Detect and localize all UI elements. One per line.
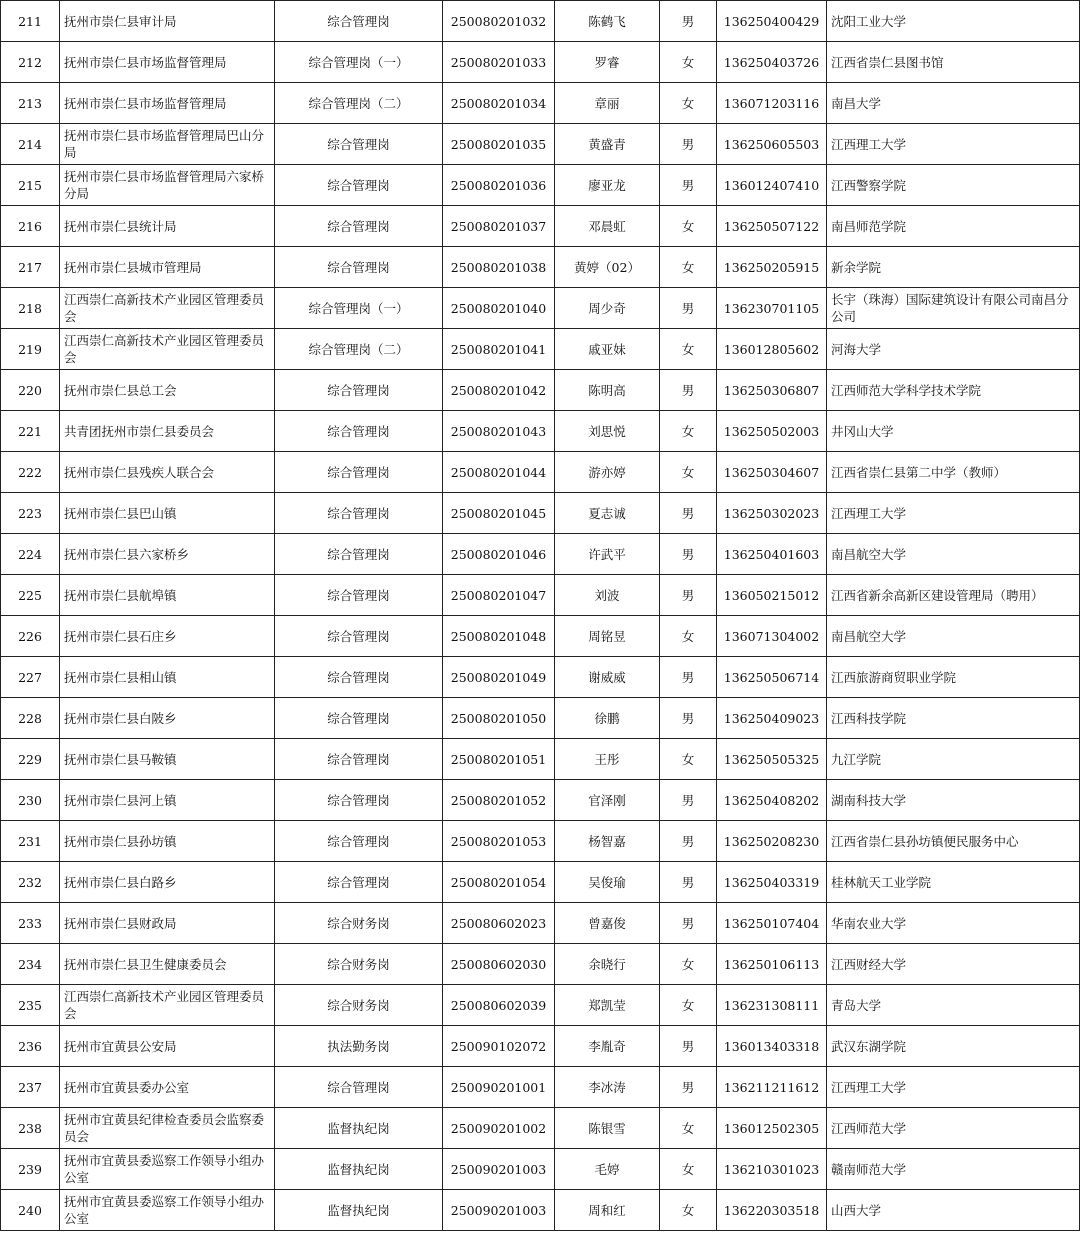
exam-ticket-number-cell: 136012502305 bbox=[717, 1108, 827, 1149]
table-row bbox=[1, 493, 1080, 534]
school-or-employer-cell: 河海大学 bbox=[827, 329, 1080, 370]
row-number-cell: 229 bbox=[1, 739, 60, 780]
row-number-cell: 219 bbox=[1, 329, 60, 370]
candidate-name-cell: 罗睿 bbox=[555, 42, 660, 83]
employer-unit-cell: 抚州市崇仁县市场监督管理局巴山分局 bbox=[60, 124, 275, 165]
exam-ticket-number-cell: 136231308111 bbox=[717, 985, 827, 1026]
table-row bbox=[1, 370, 1080, 411]
position-code-cell: 250080201038 bbox=[443, 247, 555, 288]
table-row bbox=[1, 698, 1080, 739]
candidate-name-cell: 谢威威 bbox=[555, 657, 660, 698]
employer-unit-cell: 抚州市宜黄县委巡察工作领导小组办公室 bbox=[60, 1149, 275, 1190]
exam-ticket-number-cell: 136250507122 bbox=[717, 206, 827, 247]
gender-cell: 女 bbox=[660, 1149, 717, 1190]
employer-unit-cell: 抚州市宜黄县委办公室 bbox=[60, 1067, 275, 1108]
school-or-employer-cell: 江西师范大学 bbox=[827, 1108, 1080, 1149]
employer-unit-cell: 抚州市崇仁县城市管理局 bbox=[60, 247, 275, 288]
candidate-name-cell: 周铭昱 bbox=[555, 616, 660, 657]
employer-unit-cell: 抚州市崇仁县市场监督管理局 bbox=[60, 83, 275, 124]
gender-cell: 男 bbox=[660, 780, 717, 821]
gender-cell: 女 bbox=[660, 944, 717, 985]
position-name-cell: 综合管理岗（一） bbox=[275, 42, 443, 83]
school-or-employer-cell: 江西理工大学 bbox=[827, 493, 1080, 534]
school-or-employer-cell: 江西旅游商贸职业学院 bbox=[827, 657, 1080, 698]
candidate-name-cell: 黄婷（02） bbox=[555, 247, 660, 288]
position-name-cell: 综合管理岗（二） bbox=[275, 329, 443, 370]
school-or-employer-cell: 南昌航空大学 bbox=[827, 616, 1080, 657]
table-row bbox=[1, 329, 1080, 370]
position-name-cell: 综合财务岗 bbox=[275, 903, 443, 944]
candidate-name-cell: 周少奇 bbox=[555, 288, 660, 329]
position-name-cell: 综合管理岗（二） bbox=[275, 83, 443, 124]
row-number-cell: 226 bbox=[1, 616, 60, 657]
gender-cell: 女 bbox=[660, 1190, 717, 1231]
gender-cell: 女 bbox=[660, 83, 717, 124]
row-number-cell: 211 bbox=[1, 1, 60, 42]
gender-cell: 男 bbox=[660, 124, 717, 165]
position-name-cell: 综合管理岗 bbox=[275, 370, 443, 411]
exam-ticket-number-cell: 136250506714 bbox=[717, 657, 827, 698]
candidate-name-cell: 刘波 bbox=[555, 575, 660, 616]
candidate-name-cell: 陈鹤飞 bbox=[555, 1, 660, 42]
employer-unit-cell: 抚州市崇仁县六家桥乡 bbox=[60, 534, 275, 575]
school-or-employer-cell: 江西警察学院 bbox=[827, 165, 1080, 206]
position-name-cell: 综合管理岗 bbox=[275, 657, 443, 698]
row-number-cell: 231 bbox=[1, 821, 60, 862]
school-or-employer-cell: 江西省崇仁县图书馆 bbox=[827, 42, 1080, 83]
school-or-employer-cell: 九江学院 bbox=[827, 739, 1080, 780]
gender-cell: 男 bbox=[660, 575, 717, 616]
employer-unit-cell: 抚州市崇仁县市场监督管理局 bbox=[60, 42, 275, 83]
candidate-name-cell: 廖亚龙 bbox=[555, 165, 660, 206]
position-name-cell: 综合管理岗 bbox=[275, 165, 443, 206]
exam-ticket-number-cell: 136250306807 bbox=[717, 370, 827, 411]
candidate-name-cell: 刘思悦 bbox=[555, 411, 660, 452]
school-or-employer-cell: 江西省新余高新区建设管理局（聘用） bbox=[827, 575, 1080, 616]
school-or-employer-cell: 华南农业大学 bbox=[827, 903, 1080, 944]
row-number-cell: 217 bbox=[1, 247, 60, 288]
gender-cell: 男 bbox=[660, 903, 717, 944]
exam-ticket-number-cell: 136013403318 bbox=[717, 1026, 827, 1067]
table-row bbox=[1, 739, 1080, 780]
school-or-employer-cell: 江西科技学院 bbox=[827, 698, 1080, 739]
employer-unit-cell: 抚州市崇仁县航埠镇 bbox=[60, 575, 275, 616]
position-name-cell: 综合管理岗 bbox=[275, 739, 443, 780]
exam-ticket-number-cell: 136250502003 bbox=[717, 411, 827, 452]
row-number-cell: 215 bbox=[1, 165, 60, 206]
gender-cell: 男 bbox=[660, 370, 717, 411]
gender-cell: 女 bbox=[660, 206, 717, 247]
school-or-employer-cell: 南昌大学 bbox=[827, 83, 1080, 124]
position-name-cell: 综合管理岗 bbox=[275, 452, 443, 493]
gender-cell: 男 bbox=[660, 288, 717, 329]
employer-unit-cell: 抚州市崇仁县卫生健康委员会 bbox=[60, 944, 275, 985]
candidate-name-cell: 官泽刚 bbox=[555, 780, 660, 821]
exam-ticket-number-cell: 136250304607 bbox=[717, 452, 827, 493]
exam-ticket-number-cell: 136250403726 bbox=[717, 42, 827, 83]
row-number-cell: 233 bbox=[1, 903, 60, 944]
gender-cell: 女 bbox=[660, 985, 717, 1026]
position-code-cell: 250090201002 bbox=[443, 1108, 555, 1149]
school-or-employer-cell: 江西省崇仁县第二中学（教师） bbox=[827, 452, 1080, 493]
employer-unit-cell: 抚州市崇仁县审计局 bbox=[60, 1, 275, 42]
row-number-cell: 232 bbox=[1, 862, 60, 903]
position-code-cell: 250080201051 bbox=[443, 739, 555, 780]
exam-ticket-number-cell: 136250208230 bbox=[717, 821, 827, 862]
school-or-employer-cell: 青岛大学 bbox=[827, 985, 1080, 1026]
gender-cell: 女 bbox=[660, 1108, 717, 1149]
position-code-cell: 250080201041 bbox=[443, 329, 555, 370]
candidate-name-cell: 周和红 bbox=[555, 1190, 660, 1231]
row-number-cell: 213 bbox=[1, 83, 60, 124]
position-name-cell: 监督执纪岗 bbox=[275, 1190, 443, 1231]
position-name-cell: 执法勤务岗 bbox=[275, 1026, 443, 1067]
table-row bbox=[1, 944, 1080, 985]
candidate-name-cell: 吴俊瑜 bbox=[555, 862, 660, 903]
school-or-employer-cell: 武汉东湖学院 bbox=[827, 1026, 1080, 1067]
table-row bbox=[1, 206, 1080, 247]
gender-cell: 男 bbox=[660, 657, 717, 698]
position-name-cell: 综合管理岗（一） bbox=[275, 288, 443, 329]
table-row bbox=[1, 534, 1080, 575]
position-name-cell: 综合管理岗 bbox=[275, 862, 443, 903]
position-code-cell: 250080201053 bbox=[443, 821, 555, 862]
candidate-name-cell: 毛婷 bbox=[555, 1149, 660, 1190]
row-number-cell: 228 bbox=[1, 698, 60, 739]
position-name-cell: 监督执纪岗 bbox=[275, 1108, 443, 1149]
table-row bbox=[1, 575, 1080, 616]
table-row bbox=[1, 1149, 1080, 1190]
exam-ticket-number-cell: 136250107404 bbox=[717, 903, 827, 944]
row-number-cell: 239 bbox=[1, 1149, 60, 1190]
position-code-cell: 250080201045 bbox=[443, 493, 555, 534]
school-or-employer-cell: 山西大学 bbox=[827, 1190, 1080, 1231]
position-name-cell: 综合管理岗 bbox=[275, 124, 443, 165]
exam-ticket-number-cell: 136250403319 bbox=[717, 862, 827, 903]
position-code-cell: 250080201054 bbox=[443, 862, 555, 903]
table-row bbox=[1, 411, 1080, 452]
row-number-cell: 221 bbox=[1, 411, 60, 452]
exam-ticket-number-cell: 136250400429 bbox=[717, 1, 827, 42]
employer-unit-cell: 抚州市崇仁县白路乡 bbox=[60, 862, 275, 903]
candidate-name-cell: 游亦婷 bbox=[555, 452, 660, 493]
employer-unit-cell: 抚州市崇仁县残疾人联合会 bbox=[60, 452, 275, 493]
position-name-cell: 综合管理岗 bbox=[275, 411, 443, 452]
row-number-cell: 220 bbox=[1, 370, 60, 411]
school-or-employer-cell: 新余学院 bbox=[827, 247, 1080, 288]
candidate-name-cell: 陈明高 bbox=[555, 370, 660, 411]
employer-unit-cell: 抚州市崇仁县相山镇 bbox=[60, 657, 275, 698]
exam-ticket-number-cell: 136210301023 bbox=[717, 1149, 827, 1190]
school-or-employer-cell: 江西省崇仁县孙坊镇便民服务中心 bbox=[827, 821, 1080, 862]
exam-ticket-number-cell: 136250408202 bbox=[717, 780, 827, 821]
row-number-cell: 223 bbox=[1, 493, 60, 534]
gender-cell: 男 bbox=[660, 1026, 717, 1067]
position-name-cell: 综合管理岗 bbox=[275, 534, 443, 575]
gender-cell: 男 bbox=[660, 1, 717, 42]
row-number-cell: 235 bbox=[1, 985, 60, 1026]
exam-ticket-number-cell: 136250302023 bbox=[717, 493, 827, 534]
school-or-employer-cell: 南昌航空大学 bbox=[827, 534, 1080, 575]
exam-ticket-number-cell: 136211211612 bbox=[717, 1067, 827, 1108]
gender-cell: 女 bbox=[660, 247, 717, 288]
position-name-cell: 综合管理岗 bbox=[275, 206, 443, 247]
position-code-cell: 250080201042 bbox=[443, 370, 555, 411]
exam-ticket-number-cell: 136250401603 bbox=[717, 534, 827, 575]
employer-unit-cell: 抚州市崇仁县孙坊镇 bbox=[60, 821, 275, 862]
table-row bbox=[1, 83, 1080, 124]
position-code-cell: 250090102072 bbox=[443, 1026, 555, 1067]
gender-cell: 男 bbox=[660, 165, 717, 206]
table-row bbox=[1, 165, 1080, 206]
exam-ticket-number-cell: 136220303518 bbox=[717, 1190, 827, 1231]
row-number-cell: 216 bbox=[1, 206, 60, 247]
row-number-cell: 212 bbox=[1, 42, 60, 83]
gender-cell: 女 bbox=[660, 329, 717, 370]
row-number-cell: 238 bbox=[1, 1108, 60, 1149]
position-code-cell: 250080201040 bbox=[443, 288, 555, 329]
gender-cell: 男 bbox=[660, 698, 717, 739]
position-code-cell: 250080201033 bbox=[443, 42, 555, 83]
exam-ticket-number-cell: 136250106113 bbox=[717, 944, 827, 985]
school-or-employer-cell: 江西理工大学 bbox=[827, 1067, 1080, 1108]
row-number-cell: 222 bbox=[1, 452, 60, 493]
position-name-cell: 综合管理岗 bbox=[275, 1, 443, 42]
position-name-cell: 综合管理岗 bbox=[275, 616, 443, 657]
candidate-name-cell: 余晓行 bbox=[555, 944, 660, 985]
table-row bbox=[1, 124, 1080, 165]
table-row bbox=[1, 903, 1080, 944]
table-row bbox=[1, 452, 1080, 493]
position-code-cell: 250080201037 bbox=[443, 206, 555, 247]
exam-ticket-number-cell: 136250605503 bbox=[717, 124, 827, 165]
gender-cell: 男 bbox=[660, 862, 717, 903]
employer-unit-cell: 抚州市崇仁县财政局 bbox=[60, 903, 275, 944]
position-code-cell: 250080602030 bbox=[443, 944, 555, 985]
candidate-name-cell: 许武平 bbox=[555, 534, 660, 575]
position-code-cell: 250080201044 bbox=[443, 452, 555, 493]
exam-ticket-number-cell: 136012805602 bbox=[717, 329, 827, 370]
employer-unit-cell: 抚州市崇仁县统计局 bbox=[60, 206, 275, 247]
candidate-name-cell: 章丽 bbox=[555, 83, 660, 124]
exam-ticket-number-cell: 136250409023 bbox=[717, 698, 827, 739]
table-body bbox=[1, 1, 1080, 1231]
position-code-cell: 250080201052 bbox=[443, 780, 555, 821]
table-row bbox=[1, 1, 1080, 42]
row-number-cell: 214 bbox=[1, 124, 60, 165]
gender-cell: 男 bbox=[660, 534, 717, 575]
position-code-cell: 250080201043 bbox=[443, 411, 555, 452]
table-row bbox=[1, 616, 1080, 657]
table-row bbox=[1, 1108, 1080, 1149]
position-code-cell: 250080201034 bbox=[443, 83, 555, 124]
employer-unit-cell: 抚州市崇仁县巴山镇 bbox=[60, 493, 275, 534]
position-name-cell: 综合管理岗 bbox=[275, 1067, 443, 1108]
employer-unit-cell: 抚州市崇仁县马鞍镇 bbox=[60, 739, 275, 780]
position-code-cell: 250080201036 bbox=[443, 165, 555, 206]
exam-ticket-number-cell: 136050215012 bbox=[717, 575, 827, 616]
table-row bbox=[1, 821, 1080, 862]
table-row bbox=[1, 42, 1080, 83]
position-code-cell: 250080201035 bbox=[443, 124, 555, 165]
candidate-name-cell: 戚亚妹 bbox=[555, 329, 660, 370]
school-or-employer-cell: 江西师范大学科学技术学院 bbox=[827, 370, 1080, 411]
position-name-cell: 综合管理岗 bbox=[275, 575, 443, 616]
table-row bbox=[1, 247, 1080, 288]
table-row bbox=[1, 657, 1080, 698]
position-name-cell: 综合管理岗 bbox=[275, 698, 443, 739]
table-row bbox=[1, 1067, 1080, 1108]
row-number-cell: 240 bbox=[1, 1190, 60, 1231]
position-name-cell: 综合财务岗 bbox=[275, 985, 443, 1026]
employer-unit-cell: 江西崇仁高新技术产业园区管理委员会 bbox=[60, 329, 275, 370]
position-name-cell: 综合管理岗 bbox=[275, 247, 443, 288]
gender-cell: 女 bbox=[660, 452, 717, 493]
row-number-cell: 236 bbox=[1, 1026, 60, 1067]
position-code-cell: 250090201003 bbox=[443, 1149, 555, 1190]
position-name-cell: 综合管理岗 bbox=[275, 780, 443, 821]
position-code-cell: 250080201046 bbox=[443, 534, 555, 575]
table-row bbox=[1, 288, 1080, 329]
gender-cell: 男 bbox=[660, 1067, 717, 1108]
employer-unit-cell: 抚州市崇仁县总工会 bbox=[60, 370, 275, 411]
school-or-employer-cell: 南昌师范学院 bbox=[827, 206, 1080, 247]
position-code-cell: 250080201047 bbox=[443, 575, 555, 616]
school-or-employer-cell: 赣南师范大学 bbox=[827, 1149, 1080, 1190]
candidate-name-cell: 李胤奇 bbox=[555, 1026, 660, 1067]
candidate-name-cell: 曾嘉俊 bbox=[555, 903, 660, 944]
position-name-cell: 监督执纪岗 bbox=[275, 1149, 443, 1190]
row-number-cell: 227 bbox=[1, 657, 60, 698]
position-name-cell: 综合财务岗 bbox=[275, 944, 443, 985]
position-code-cell: 250080201048 bbox=[443, 616, 555, 657]
position-code-cell: 250080602039 bbox=[443, 985, 555, 1026]
employer-unit-cell: 江西崇仁高新技术产业园区管理委员会 bbox=[60, 985, 275, 1026]
table-row bbox=[1, 780, 1080, 821]
exam-ticket-number-cell: 136012407410 bbox=[717, 165, 827, 206]
employer-unit-cell: 抚州市崇仁县河上镇 bbox=[60, 780, 275, 821]
gender-cell: 女 bbox=[660, 739, 717, 780]
position-code-cell: 250080602023 bbox=[443, 903, 555, 944]
candidate-name-cell: 杨智嘉 bbox=[555, 821, 660, 862]
table-row bbox=[1, 1190, 1080, 1231]
employer-unit-cell: 江西崇仁高新技术产业园区管理委员会 bbox=[60, 288, 275, 329]
row-number-cell: 225 bbox=[1, 575, 60, 616]
candidate-name-cell: 徐鹏 bbox=[555, 698, 660, 739]
employer-unit-cell: 共青团抚州市崇仁县委员会 bbox=[60, 411, 275, 452]
employer-unit-cell: 抚州市崇仁县市场监督管理局六家桥分局 bbox=[60, 165, 275, 206]
exam-ticket-number-cell: 136250505325 bbox=[717, 739, 827, 780]
gender-cell: 女 bbox=[660, 616, 717, 657]
school-or-employer-cell: 湖南科技大学 bbox=[827, 780, 1080, 821]
gender-cell: 男 bbox=[660, 821, 717, 862]
row-number-cell: 224 bbox=[1, 534, 60, 575]
candidate-name-cell: 李冰涛 bbox=[555, 1067, 660, 1108]
employer-unit-cell: 抚州市宜黄县公安局 bbox=[60, 1026, 275, 1067]
employer-unit-cell: 抚州市崇仁县石庄乡 bbox=[60, 616, 275, 657]
exam-ticket-number-cell: 136071304002 bbox=[717, 616, 827, 657]
gender-cell: 女 bbox=[660, 411, 717, 452]
employer-unit-cell: 抚州市崇仁县白陂乡 bbox=[60, 698, 275, 739]
position-name-cell: 综合管理岗 bbox=[275, 493, 443, 534]
candidate-name-cell: 黄盛青 bbox=[555, 124, 660, 165]
school-or-employer-cell: 江西理工大学 bbox=[827, 124, 1080, 165]
school-or-employer-cell: 桂林航天工业学院 bbox=[827, 862, 1080, 903]
candidate-name-cell: 邓晨虹 bbox=[555, 206, 660, 247]
school-or-employer-cell: 井冈山大学 bbox=[827, 411, 1080, 452]
school-or-employer-cell: 沈阳工业大学 bbox=[827, 1, 1080, 42]
school-or-employer-cell: 长宇（珠海）国际建筑设计有限公司南昌分公司 bbox=[827, 288, 1080, 329]
candidate-name-cell: 王彤 bbox=[555, 739, 660, 780]
table-row bbox=[1, 1026, 1080, 1067]
position-name-cell: 综合管理岗 bbox=[275, 821, 443, 862]
candidate-name-cell: 夏志诚 bbox=[555, 493, 660, 534]
table-row bbox=[1, 985, 1080, 1026]
employer-unit-cell: 抚州市宜黄县委巡察工作领导小组办公室 bbox=[60, 1190, 275, 1231]
position-code-cell: 250080201032 bbox=[443, 1, 555, 42]
school-or-employer-cell: 江西财经大学 bbox=[827, 944, 1080, 985]
exam-ticket-number-cell: 136071203116 bbox=[717, 83, 827, 124]
row-number-cell: 234 bbox=[1, 944, 60, 985]
position-code-cell: 250090201001 bbox=[443, 1067, 555, 1108]
row-number-cell: 230 bbox=[1, 780, 60, 821]
position-code-cell: 250080201050 bbox=[443, 698, 555, 739]
exam-ticket-number-cell: 136250205915 bbox=[717, 247, 827, 288]
gender-cell: 女 bbox=[660, 42, 717, 83]
position-code-cell: 250090201003 bbox=[443, 1190, 555, 1231]
candidate-name-cell: 陈银雪 bbox=[555, 1108, 660, 1149]
candidate-name-cell: 郑凯莹 bbox=[555, 985, 660, 1026]
table-row bbox=[1, 862, 1080, 903]
exam-ticket-number-cell: 136230701105 bbox=[717, 288, 827, 329]
row-number-cell: 237 bbox=[1, 1067, 60, 1108]
position-code-cell: 250080201049 bbox=[443, 657, 555, 698]
gender-cell: 男 bbox=[660, 493, 717, 534]
row-number-cell: 218 bbox=[1, 288, 60, 329]
employer-unit-cell: 抚州市宜黄县纪律检查委员会监察委员会 bbox=[60, 1108, 275, 1149]
